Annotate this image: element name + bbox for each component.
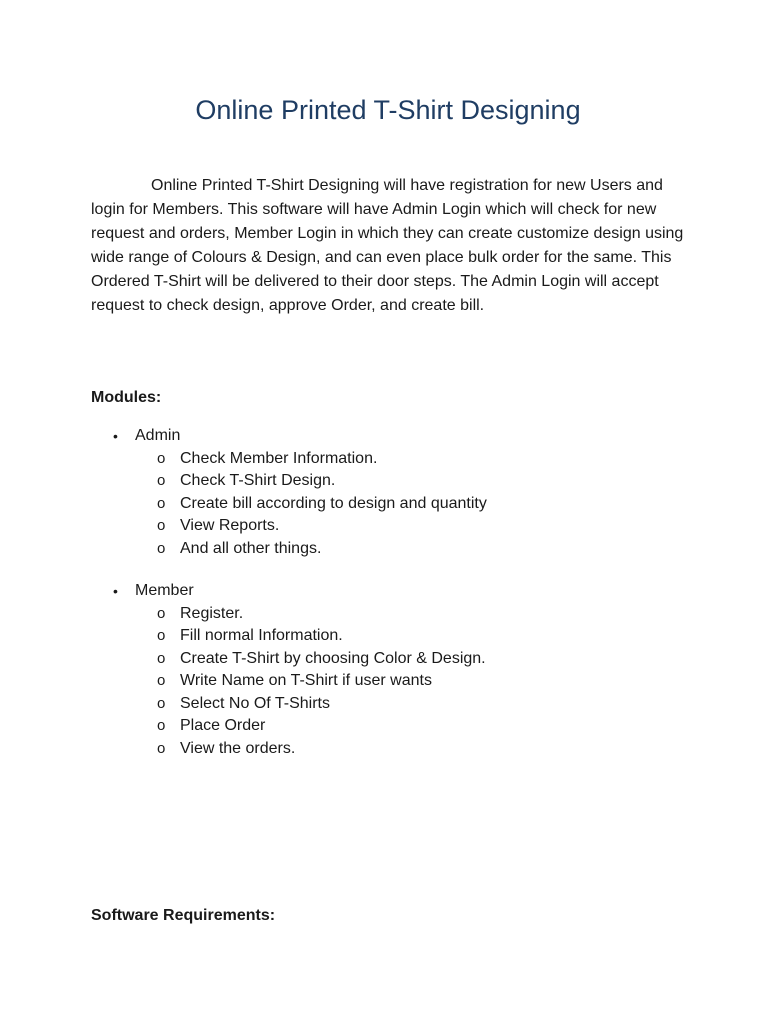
hollow-bullet-icon: o (157, 627, 166, 644)
sub-item-text: Register. (180, 604, 244, 622)
intro-text: Online Printed T-Shirt Designing will have registration for new Users and login for Members. This software will have Admin Login which will check for new request and orders, Member Login in which they can create customize design using wide range of Colours & Design, and can even place bulk order for the same. This Ordered T-Shirt will be delivered to their door steps. The Admin Login will accept request to check design, approve Order, and create bill. (91, 177, 684, 314)
module-sub-item (0, 625, 768, 648)
module-sub-item (0, 603, 768, 626)
sub-item-text: Place Order (180, 717, 266, 734)
hollow-bullet-icon: o (157, 672, 166, 689)
module-row (0, 580, 768, 603)
module-sub-item (0, 493, 768, 516)
bullet-icon: • (113, 583, 118, 599)
sub-item-text: View Reports. (180, 517, 280, 534)
hollow-bullet-icon: o (157, 517, 166, 534)
sub-item-text: Check T-Shirt Design. (180, 472, 336, 489)
sub-item-text: Create bill according to design and quantity (180, 494, 487, 512)
document-title: Online Printed T-Shirt Designing (195, 95, 581, 125)
hollow-bullet-icon: o (157, 539, 166, 557)
module-sub-item (0, 470, 768, 493)
hollow-bullet-icon: o (157, 694, 166, 712)
software-requirements-heading: Software Requirements: (91, 907, 276, 924)
sub-item-text: Write Name on T-Shirt if user wants (180, 672, 432, 689)
sub-item-text: Create T-Shirt by choosing Color & Design. (180, 649, 486, 667)
sub-item-text: View the orders. (180, 739, 296, 757)
intro-paragraph (91, 174, 691, 318)
hollow-bullet-icon: o (157, 717, 166, 734)
sub-item-text: And all other things. (180, 539, 322, 557)
module-sub-item (0, 715, 768, 738)
hollow-bullet-icon: o (157, 604, 166, 622)
module-member (0, 580, 768, 760)
sub-item-text: Check Member Information. (180, 449, 378, 467)
module-sub-item (0, 670, 768, 693)
hollow-bullet-icon: o (157, 494, 166, 512)
module-sub-item (0, 515, 768, 538)
module-name: Member (135, 582, 194, 599)
module-admin (0, 425, 768, 560)
module-sub-item (0, 738, 768, 761)
module-name: Admin (135, 427, 181, 444)
module-sub-item (0, 448, 768, 471)
module-sub-item (0, 648, 768, 671)
hollow-bullet-icon: o (157, 472, 166, 489)
hollow-bullet-icon: o (157, 739, 166, 757)
module-sub-item (0, 693, 768, 716)
bullet-icon: • (113, 428, 118, 444)
sub-item-text: Select No Of T-Shirts (180, 694, 330, 712)
hollow-bullet-icon: o (157, 449, 166, 467)
module-sub-item (0, 538, 768, 561)
modules-heading: Modules: (91, 389, 162, 406)
sub-item-text: Fill normal Information. (180, 627, 343, 644)
module-row (0, 425, 768, 448)
hollow-bullet-icon: o (157, 649, 166, 667)
